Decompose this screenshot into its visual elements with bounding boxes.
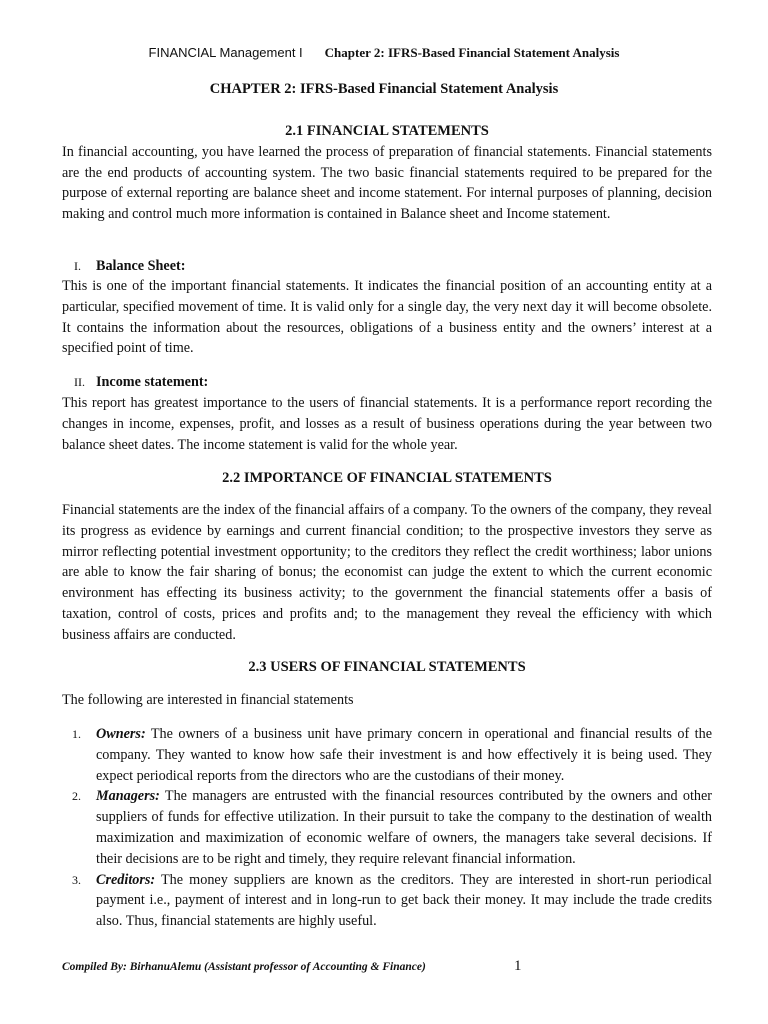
header-course: FINANCIAL Management I [148,45,303,60]
page-number: 1 [514,958,522,974]
importance-paragraph: Financial statements are the index of the financial affairs of a company. To the owners of the company, they reveal its progress as evidence by earnings and current financial condition; to the prospective investors they serve as mirror reflecting potential investment opportunity; to the creditors they reflect the credit worthiness; labor unions are able to know the fair sharing of bonus; the economist can judge the extent to which the current economic environment has effecting its business activity; to the government the financial statements offer a basis of taxation, control of costs, prices and profits and; to the management they reveal the efficiency with which business affairs are conducted. [62,502,712,643]
header-chapter: Chapter 2: IFRS-Based Financial Statement Analysis [324,45,620,60]
list-term: Creditors: [96,871,156,888]
section-heading: 2.3 USERS OF FINANCIAL STATEMENTS [248,659,526,675]
balance-sheet-paragraph: This is one of the important financial statements. It indicates the financial position of an accounting entity at a particular, specified movement of time. It is valid only for a single day, the very next day it will become obsolete. It contains the information about the resources, obligations of a business entity and the owners’ interest at a specified point of time. [62,278,712,357]
list-term: Owners: [96,726,146,742]
list-number: 3. [72,872,81,887]
subheading-income-statement [74,374,208,391]
subheading-title: Balance Sheet: [96,258,186,274]
section-heading: 2.1 FINANCIAL STATEMENTS [285,123,489,139]
chapter-title: CHAPTER 2: IFRS-Based Financial Statement Analysis [209,81,559,97]
list-number: 1. [72,727,81,741]
income-statement-paragraph: This report has greatest importance to the users of financial statements. It is a performance report recording the changes in income, expenses, profit, and losses as a result of business operations during the year between two balance sheet dates. The income statement is valid for the whole year. [62,395,712,453]
list-item [62,724,712,786]
running-header [0,45,768,61]
list-text: The owners of a business unit have primary concern in operational and financial results of the company. They wanted to know how safe their investment is and how effectively it is being used. They expect periodical reports from the directors who are the custodians of their money. [96,726,712,784]
users-list [62,724,712,932]
subheading-balance-sheet [74,258,185,275]
subheading-title: Income statement: [96,374,209,390]
section-heading: 2.2 IMPORTANCE OF FINANCIAL STATEMENTS [222,470,552,486]
roman-numeral: II. [74,375,85,389]
footer-compiled-by: Compiled By: BirhanuAlemu (Assistant professor of Accounting & Finance) [62,961,426,973]
list-text: The managers are entrusted with the financial resources contributed by the owners and other suppliers of funds for effective utilization. In their pursuit to take the company to the destination of wealth maximization and maximization of economic welfare of owners, the managers take several decisions. If their decisions are to be right and timely, they require relevant financial information. [96,788,712,867]
section-intro-paragraph: In financial accounting, you have learned the process of preparation of financial statements. Financial statements are the end products of accounting system. The two basic financial statements required to be prepared for the purpose of external reporting are balance sheet and income statement. For internal purposes of planning, decision making and control much more information is contained in Balance sheet and Income statement. [62,143,712,223]
list-text: The money suppliers are known as the creditors. They are interested in short-run periodical payment i.e., payment of interest and in long-run to get back their money. It may include the trade credits also. Thus, financial statements are highly useful. [96,871,712,930]
list-item [62,786,712,869]
users-intro: The following are interested in financial statements [62,692,354,708]
roman-numeral: I. [74,259,81,273]
list-number: 2. [72,789,81,804]
section-2-1 [62,121,712,225]
list-term: Managers: [96,788,160,805]
list-item [62,870,712,932]
